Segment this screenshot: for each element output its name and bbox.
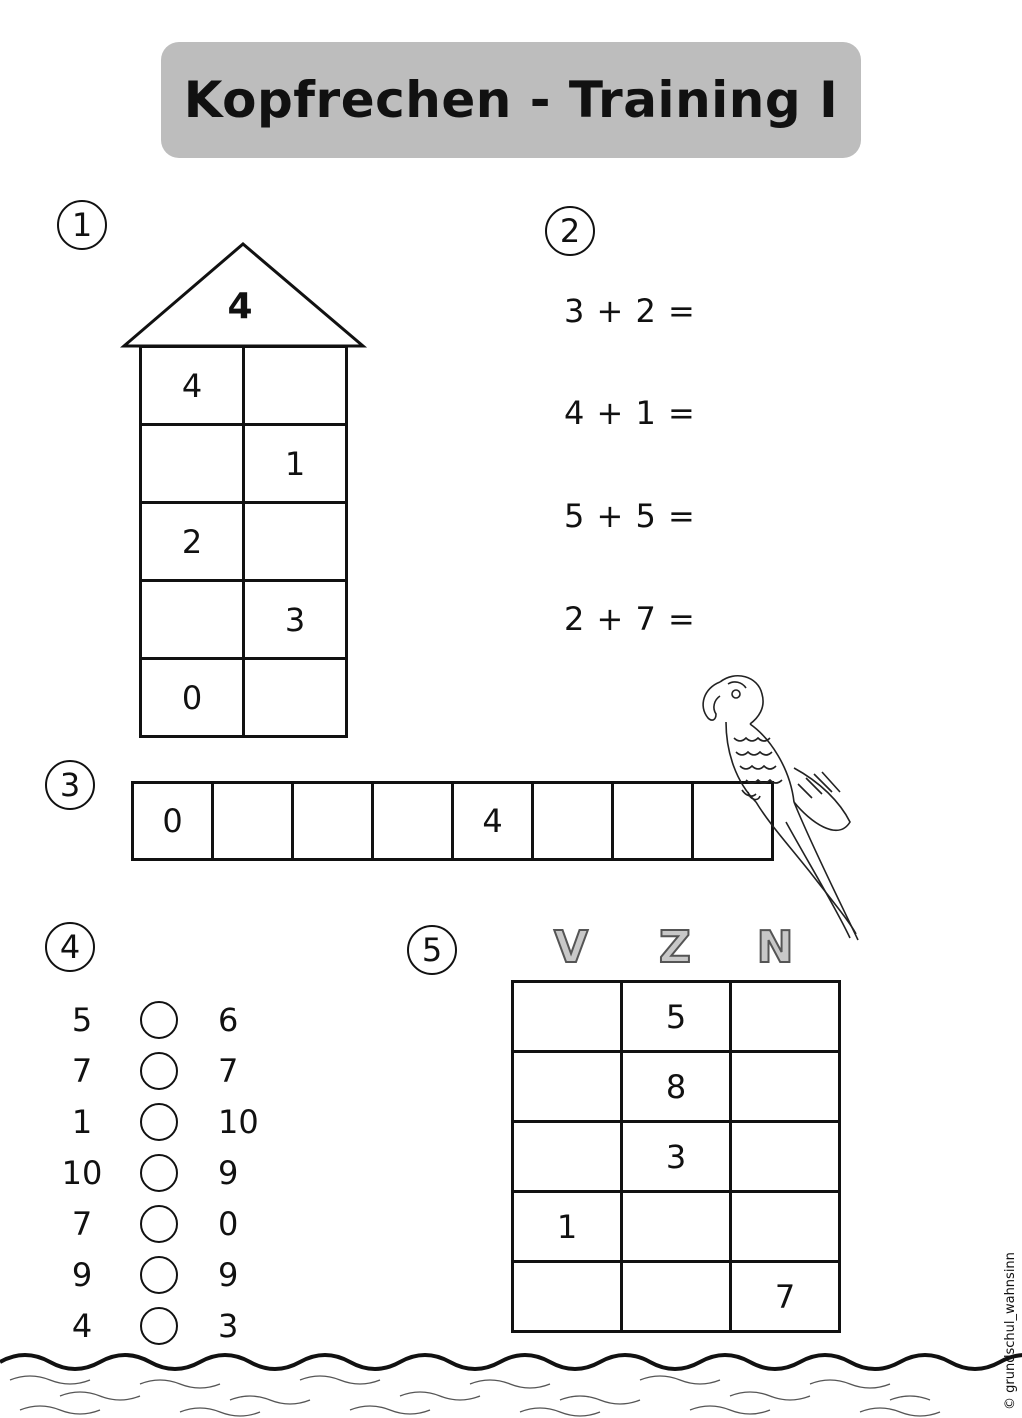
house-cell[interactable] xyxy=(141,425,244,503)
compare-right-number: 0 xyxy=(218,1204,239,1243)
sequence-cell[interactable]: 0 xyxy=(133,783,213,860)
place-value-cell[interactable] xyxy=(513,1052,622,1122)
house-cell[interactable] xyxy=(244,659,347,737)
compare-right-number: 3 xyxy=(218,1306,239,1345)
task-number-1: 1 xyxy=(57,200,107,250)
sequence-cell[interactable] xyxy=(613,783,693,860)
compare-right-number: 10 xyxy=(218,1102,259,1141)
copyright-note: © grundschul_wahnsinn xyxy=(1003,1252,1018,1410)
page-title: Kopfrechen - Training I xyxy=(183,71,839,129)
header-v: V xyxy=(553,922,589,973)
house-cell[interactable]: 0 xyxy=(141,659,244,737)
house-cell[interactable]: 2 xyxy=(141,503,244,581)
place-value-cell[interactable] xyxy=(731,982,840,1052)
sequence-cell[interactable] xyxy=(213,783,293,860)
house-cell[interactable] xyxy=(244,347,347,425)
task-number-5: 5 xyxy=(407,925,457,975)
compare-left-number: 9 xyxy=(71,1255,93,1294)
number-sequence-table xyxy=(131,781,774,861)
compare-left-number: 10 xyxy=(61,1153,103,1192)
compare-right-number: 7 xyxy=(218,1051,239,1090)
house-cell[interactable]: 4 xyxy=(141,347,244,425)
compare-answer-circle[interactable] xyxy=(140,1307,178,1345)
comparison-row xyxy=(52,1096,278,1147)
house-cell[interactable]: 1 xyxy=(244,425,347,503)
place-value-cell[interactable] xyxy=(731,1122,840,1192)
compare-answer-circle[interactable] xyxy=(140,1103,178,1141)
compare-answer-circle[interactable] xyxy=(140,1256,178,1294)
compare-right-number: 9 xyxy=(218,1255,239,1294)
compare-right-number: 9 xyxy=(218,1153,239,1192)
equation-1: 3 + 2 = xyxy=(564,292,696,330)
compare-left-number: 7 xyxy=(71,1051,93,1090)
task-number-2: 2 xyxy=(545,206,595,256)
equation-2: 4 + 1 = xyxy=(564,394,696,432)
place-value-cell[interactable] xyxy=(731,1192,840,1262)
house-cell[interactable]: 3 xyxy=(244,581,347,659)
task-number-3: 3 xyxy=(45,760,95,810)
place-value-cell[interactable] xyxy=(622,1262,731,1332)
place-value-cell[interactable] xyxy=(731,1052,840,1122)
place-value-cell[interactable] xyxy=(513,982,622,1052)
place-value-cell[interactable]: 1 xyxy=(513,1192,622,1262)
header-z: Z xyxy=(659,922,691,973)
place-value-cell[interactable]: 5 xyxy=(622,982,731,1052)
place-value-cell[interactable] xyxy=(513,1262,622,1332)
place-value-table xyxy=(511,980,841,1333)
compare-answer-circle[interactable] xyxy=(140,1205,178,1243)
compare-right-number: 6 xyxy=(218,1000,239,1039)
house-cell[interactable] xyxy=(141,581,244,659)
title-banner xyxy=(161,42,861,158)
equation-4: 2 + 7 = xyxy=(564,600,696,638)
place-value-cell[interactable] xyxy=(513,1122,622,1192)
sequence-cell[interactable] xyxy=(373,783,453,860)
compare-answer-circle[interactable] xyxy=(140,1154,178,1192)
number-house-table xyxy=(139,345,348,738)
compare-left-number: 1 xyxy=(71,1102,93,1141)
task-number-4: 4 xyxy=(45,922,95,972)
compare-left-number: 4 xyxy=(71,1306,93,1345)
header-n: N xyxy=(756,922,794,973)
compare-answer-circle[interactable] xyxy=(140,1052,178,1090)
wave-decoration xyxy=(0,1340,1022,1418)
equation-3: 5 + 5 = xyxy=(564,497,696,535)
place-value-cell[interactable]: 3 xyxy=(622,1122,731,1192)
sequence-cell[interactable] xyxy=(293,783,373,860)
sequence-cell[interactable] xyxy=(533,783,613,860)
comparison-row xyxy=(52,1045,278,1096)
place-value-cell[interactable]: 8 xyxy=(622,1052,731,1122)
compare-left-number: 5 xyxy=(71,1000,93,1039)
comparison-row xyxy=(52,1147,278,1198)
place-value-cell[interactable]: 7 xyxy=(731,1262,840,1332)
compare-answer-circle[interactable] xyxy=(140,1001,178,1039)
comparison-row xyxy=(52,994,278,1045)
parrot-illustration xyxy=(690,672,870,947)
comparison-row xyxy=(52,1198,278,1249)
house-cell[interactable] xyxy=(244,503,347,581)
comparison-row xyxy=(52,1249,278,1300)
house-roof-number: 4 xyxy=(227,286,253,327)
compare-left-number: 7 xyxy=(71,1204,93,1243)
sequence-cell[interactable]: 4 xyxy=(453,783,533,860)
place-value-cell[interactable] xyxy=(622,1192,731,1262)
comparison-list xyxy=(52,994,278,1351)
